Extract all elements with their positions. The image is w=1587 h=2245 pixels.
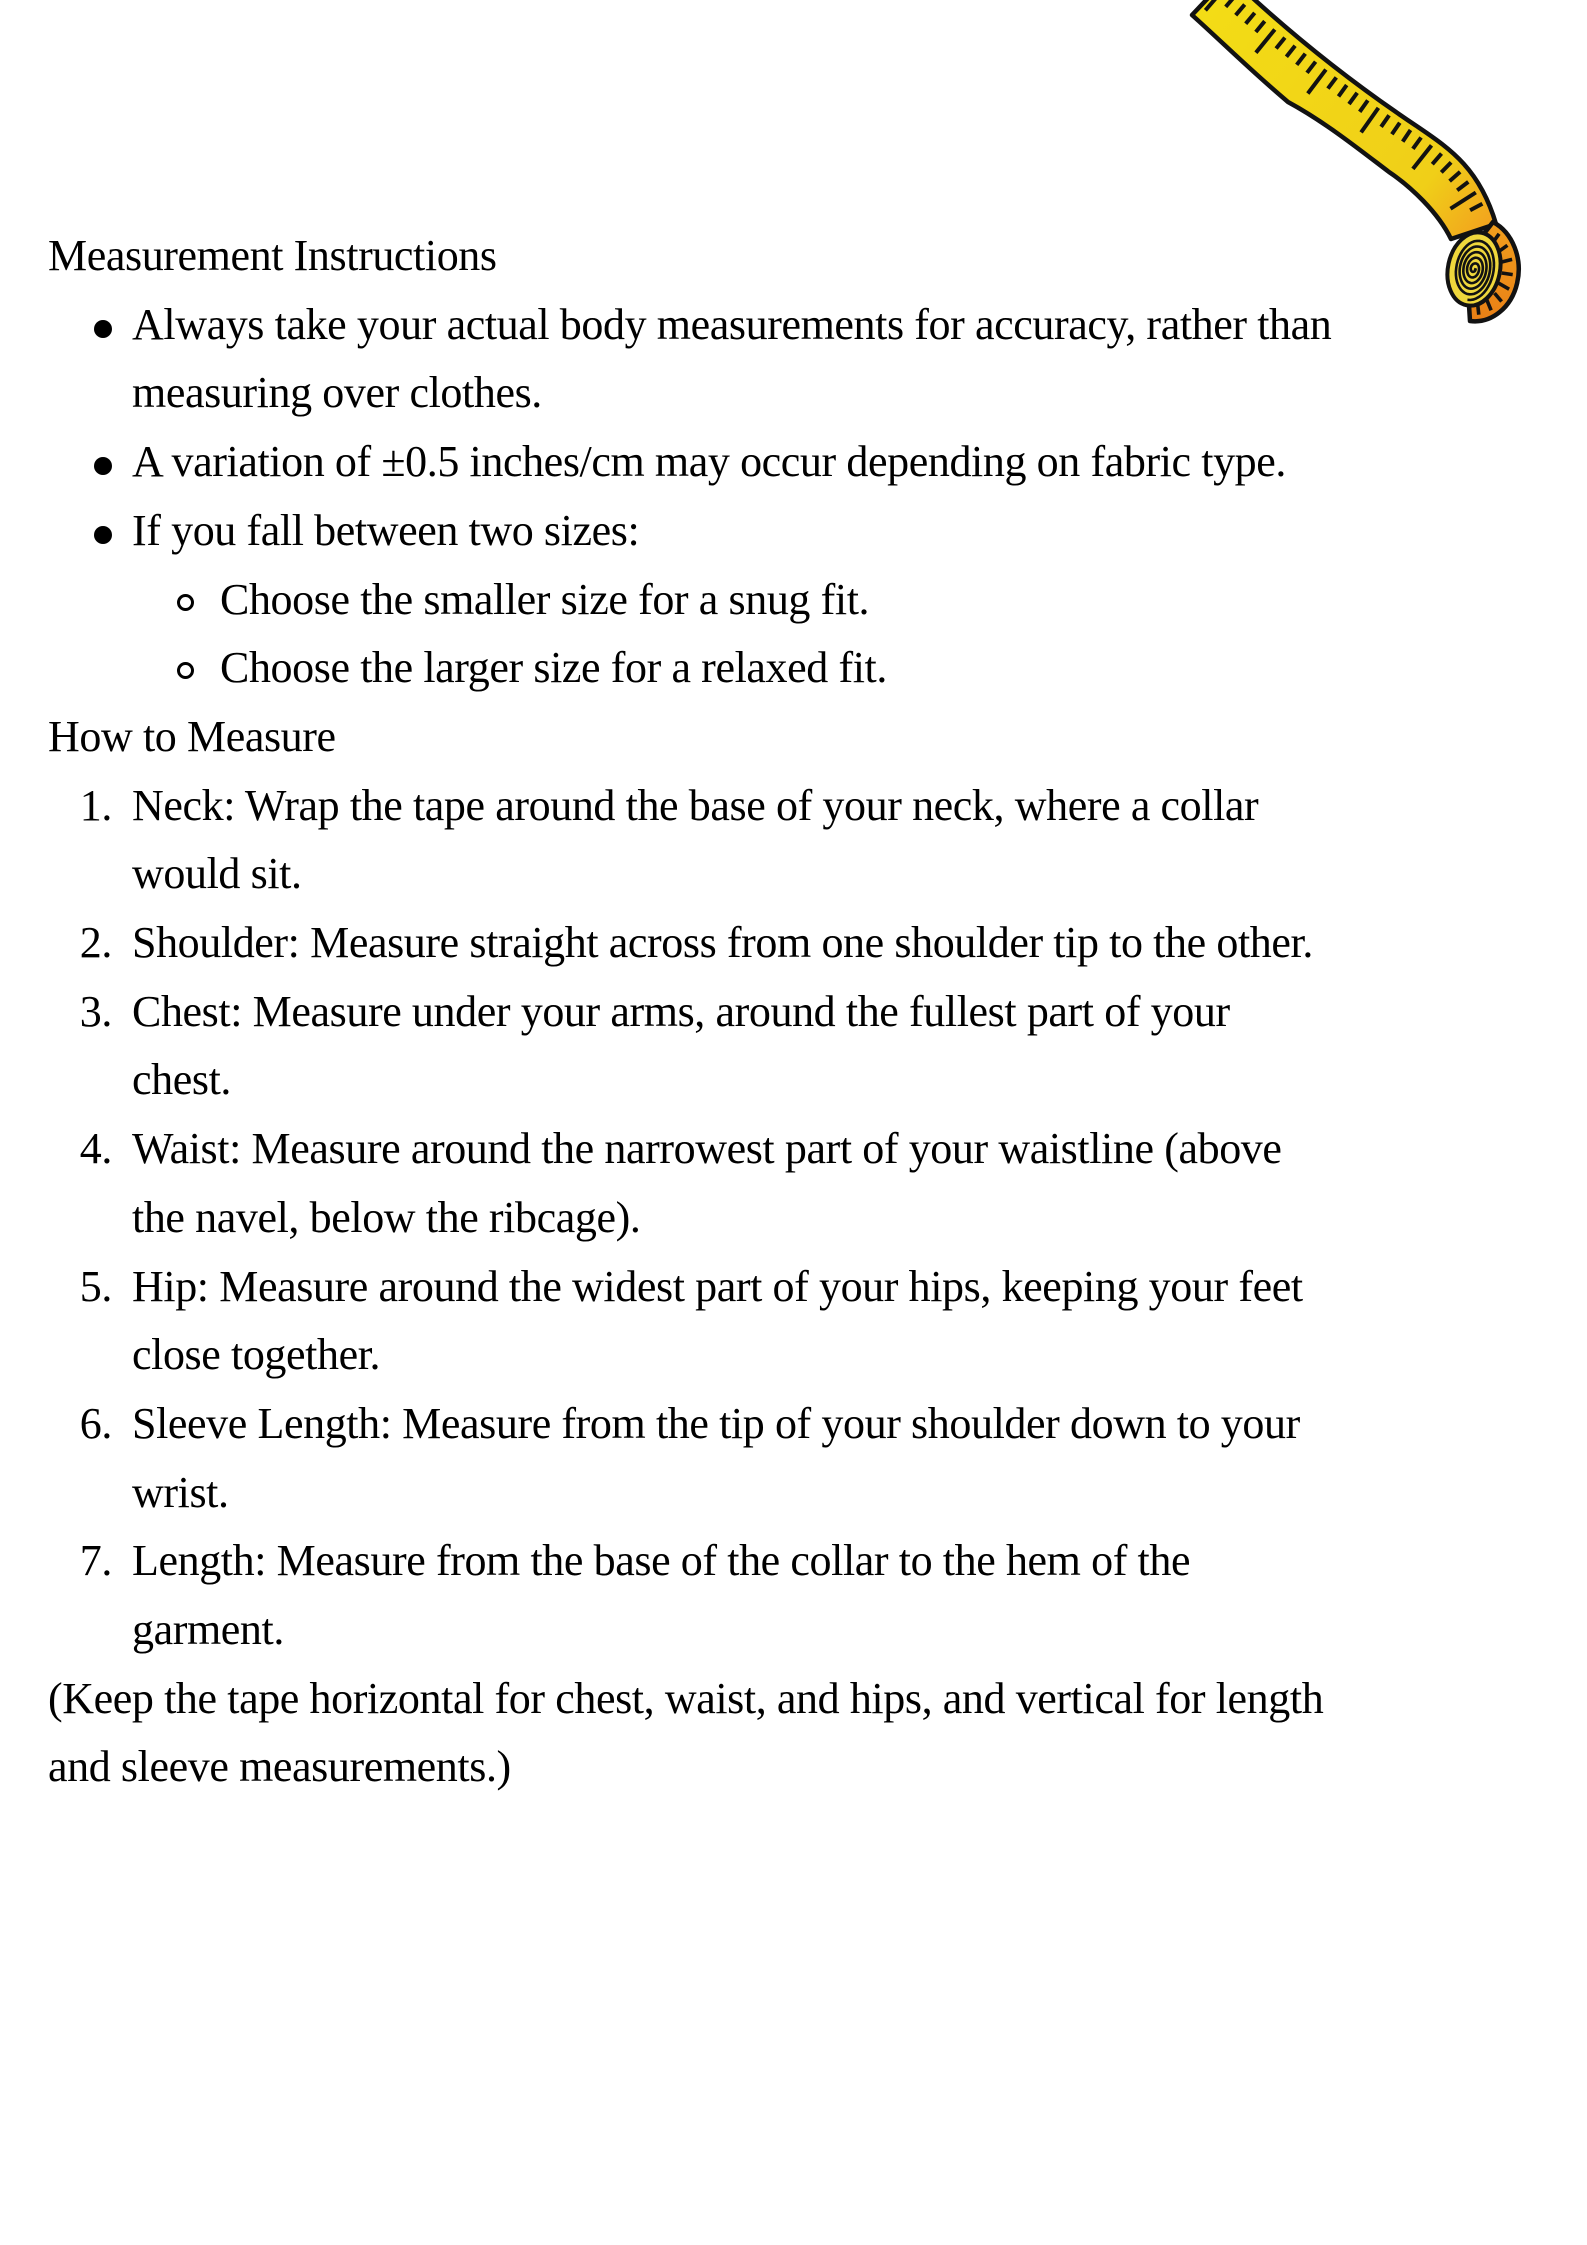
sub-bullet-item-smaller-size	[48, 566, 1578, 635]
instruction-line: If you fall between two sizes:	[132, 505, 640, 555]
bullet-item-variation	[48, 428, 1578, 497]
step-number: 1.	[79, 780, 112, 830]
instruction-line: chest.	[132, 1055, 232, 1105]
instruction-line: close together.	[132, 1330, 381, 1380]
instructions-text-block	[48, 222, 1578, 1802]
sub-bullet-item-larger-size	[48, 634, 1578, 703]
bullet-item-between-sizes	[48, 497, 1578, 566]
circle-bullet-icon	[177, 594, 194, 611]
instruction-line: measuring over clothes.	[132, 368, 542, 418]
instruction-line: garment.	[132, 1605, 284, 1655]
tape-band	[1192, 0, 1496, 239]
instruction-line: A variation of ±0.5 inches/cm may occur depending on fabric type.	[132, 437, 1287, 487]
circle-bullet-icon	[177, 662, 194, 679]
footnote-line: and sleeve measurements.)	[48, 1742, 511, 1792]
step-number: 3.	[79, 986, 112, 1036]
bullet-icon	[94, 320, 112, 338]
step-number: 2.	[79, 918, 112, 968]
step-number: 4.	[79, 1124, 112, 1174]
step-item-length	[48, 1527, 1578, 1664]
step-item-shoulder	[48, 909, 1578, 978]
instruction-line: Sleeve Length: Measure from the tip of your shoulder down to your	[132, 1398, 1300, 1448]
instruction-line: Neck: Wrap the tape around the base of your neck, where a collar	[132, 780, 1259, 830]
instruction-line: Length: Measure from the base of the collar to the hem of the	[132, 1536, 1191, 1586]
instruction-line: would sit.	[132, 849, 302, 899]
instruction-line: Choose the larger size for a relaxed fit.	[220, 643, 887, 693]
bullet-icon	[94, 526, 112, 544]
instruction-line: Chest: Measure under your arms, around the fullest part of your	[132, 986, 1230, 1036]
instruction-line: Shoulder: Measure straight across from one shoulder tip to the other.	[132, 918, 1313, 968]
step-item-waist	[48, 1115, 1578, 1252]
section-title-how-to-measure: How to Measure	[48, 711, 336, 761]
step-item-hip	[48, 1253, 1578, 1390]
bullet-icon	[94, 457, 112, 475]
step-item-neck	[48, 772, 1578, 909]
instruction-line: wrist.	[132, 1467, 229, 1517]
instruction-line: Hip: Measure around the widest part of your hips, keeping your feet	[132, 1261, 1303, 1311]
instruction-line: Always take your actual body measurements for accuracy, rather than	[132, 299, 1332, 349]
section-title-measurement-instructions: Measurement Instructions	[48, 231, 497, 280]
footnote-line: (Keep the tape horizontal for chest, waist, and hips, and vertical for length	[48, 1673, 1324, 1723]
bullet-item-body-measurements	[48, 291, 1578, 428]
instruction-line: Choose the smaller size for a snug fit.	[220, 574, 870, 624]
step-item-sleeve-length	[48, 1390, 1578, 1527]
step-number: 6.	[79, 1398, 112, 1448]
step-number: 7.	[79, 1536, 112, 1586]
instruction-line: the navel, below the ribcage).	[132, 1192, 641, 1242]
instruction-line: Waist: Measure around the narrowest part of your waistline (above	[132, 1124, 1282, 1174]
step-number: 5.	[79, 1261, 112, 1311]
step-item-chest	[48, 978, 1578, 1115]
footnote	[48, 1665, 1578, 1802]
